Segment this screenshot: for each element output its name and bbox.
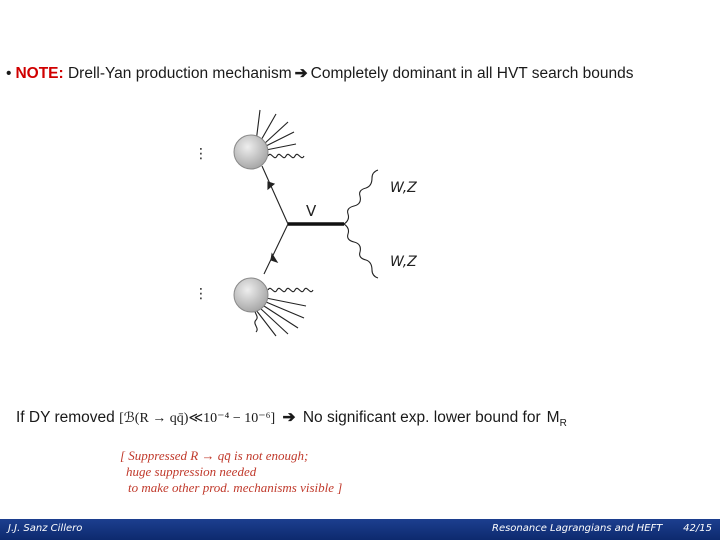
right-arrow-icon: ➔ — [294, 65, 308, 82]
top-hadron-blob — [234, 135, 268, 169]
comment-line-1: [ Suppressed R → qq̄ is not enough; — [120, 448, 309, 463]
right-arrow-icon: ➔ — [282, 409, 296, 426]
comment-line-3: to make other prod. mechanisms visible ] — [128, 480, 343, 495]
suppression-comment — [120, 448, 342, 496]
mass-subscript: R — [559, 418, 567, 430]
footer-bar — [0, 519, 720, 540]
footer-page-number: 42/15 — [683, 523, 712, 534]
boson-top-label: W,Z — [390, 180, 417, 196]
note-text-after: Completely dominant in all HVT search bounds — [310, 65, 634, 82]
note-line — [6, 64, 633, 83]
bullet: • — [6, 65, 12, 82]
quark-lines — [262, 166, 288, 274]
footer-talk-title: Resonance Lagrangians and HEFT — [492, 523, 663, 534]
bottom-hadron-blob — [234, 278, 268, 312]
resonance-label: V — [306, 202, 317, 220]
footer-author: J.J. Sanz Cillero — [8, 523, 83, 534]
bottom-dots: ⋮ — [194, 286, 208, 302]
boson-top-line — [344, 170, 378, 224]
note-text-before: Drell-Yan production mechanism — [67, 65, 292, 82]
comment-line-2: huge suppression needed — [126, 464, 257, 479]
note-keyword: NOTE: — [15, 65, 64, 82]
mass-symbol: $M_R$ — [546, 409, 567, 430]
dy-prefix: If DY removed — [16, 409, 115, 426]
dy-conclusion: No significant exp. lower bound for — [302, 409, 541, 426]
boson-bottom-label: W,Z — [390, 254, 417, 270]
dy-formula: [ℬ(R → qq̄)≪10⁻⁴ − 10⁻⁶] — [119, 411, 276, 426]
bottom-gluon — [268, 288, 313, 291]
top-gluon — [268, 154, 304, 157]
top-dots: ⋮ — [194, 146, 208, 162]
feynman-diagram — [180, 100, 440, 340]
dy-removed-line — [16, 408, 567, 429]
boson-bottom-line — [344, 224, 378, 278]
